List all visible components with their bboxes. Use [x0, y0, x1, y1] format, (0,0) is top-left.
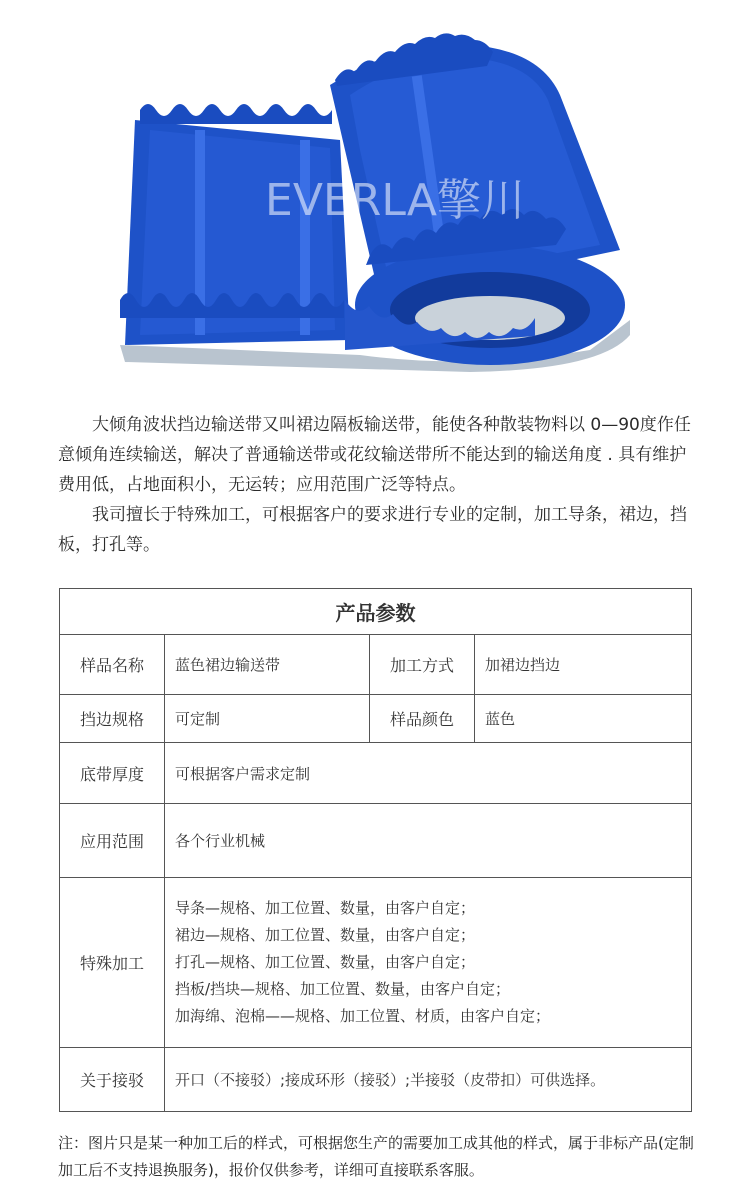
- thickness-label: 底带厚度: [60, 743, 165, 804]
- spec-table: [59, 588, 692, 1112]
- table-row: [60, 743, 692, 804]
- conveyor-belt-illustration: [0, 0, 750, 390]
- application-label: 应用范围: [60, 804, 165, 878]
- table-row: [60, 635, 692, 695]
- sample-name-label: 样品名称: [60, 635, 165, 695]
- table-row: [60, 695, 692, 743]
- footnote: 注：图片只是某一种加工后的样式，可根据您生产的需要加工成其他的样式，属于非标产品(定制加工后不支持退换服务)，报价仅供参考，详细可直接联系客服。: [58, 1134, 694, 1179]
- special-line: 挡板/挡块—规格、加工位置、数量，由客户自定；: [175, 980, 511, 998]
- product-photo: [0, 0, 750, 390]
- process-label: 加工方式: [370, 635, 475, 695]
- special-value: [165, 878, 692, 1048]
- application-value: 各个行业机械: [165, 804, 692, 878]
- color-value: 蓝色: [475, 695, 692, 743]
- watermark: EVERLA擎川: [265, 175, 525, 226]
- table-row: [60, 1048, 692, 1112]
- intro-paragraph-1: 大倾角波状挡边输送带又叫裙边隔板输送带，能使各种散装物料以 0—90度作任意倾角连续输送，解决了普通输送带或花纹输送带所不能达到的输送角度 . 具有维护费用低，占地面积小，无运转；应用范围广泛等特点。: [58, 415, 691, 495]
- table-title: 产品参数: [60, 589, 692, 635]
- table-row: [60, 878, 692, 1048]
- sample-name-value: 蓝色裙边输送带: [165, 635, 370, 695]
- special-label: 特殊加工: [60, 878, 165, 1048]
- intro-text: [58, 410, 694, 560]
- edge-spec-value: 可定制: [165, 695, 370, 743]
- joint-value: 开口（不接驳）;接成环形（接驳）;半接驳（皮带扣）可供选择。: [165, 1048, 692, 1112]
- table-row: [60, 804, 692, 878]
- special-line: 导条—规格、加工位置、数量，由客户自定；: [175, 899, 476, 917]
- special-line: 裙边—规格、加工位置、数量，由客户自定；: [175, 926, 476, 944]
- joint-label: 关于接驳: [60, 1048, 165, 1112]
- color-label: 样品颜色: [370, 695, 475, 743]
- thickness-value: 可根据客户需求定制: [165, 743, 692, 804]
- special-line: 打孔—规格、加工位置、数量，由客户自定；: [175, 953, 476, 971]
- sidewall-back: [140, 104, 332, 124]
- edge-spec-label: 挡边规格: [60, 695, 165, 743]
- process-value: 加裙边挡边: [475, 635, 692, 695]
- special-line: 加海绵、泡棉——规格、加工位置、材质，由客户自定；: [175, 1007, 551, 1025]
- intro-paragraph-2: 我司擅长于特殊加工，可根据客户的要求进行专业的定制，加工导条，裙边，挡板，打孔等。: [58, 505, 687, 555]
